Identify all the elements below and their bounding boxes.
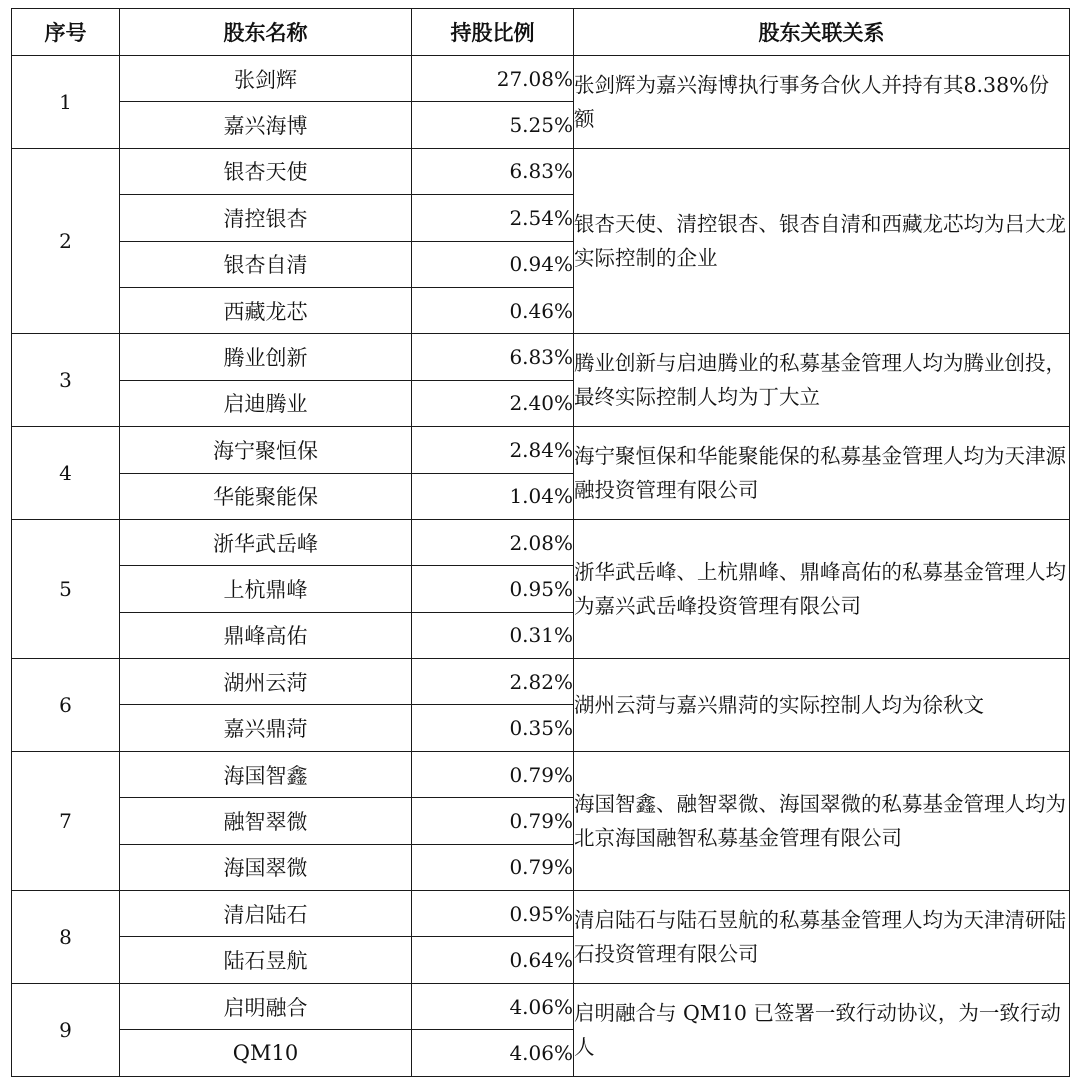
holding-ratio-cell: 4.06% <box>412 1030 574 1076</box>
holder-name-cell: 陆石昱航 <box>120 937 412 983</box>
holding-ratio-cell: 0.31% <box>412 612 574 658</box>
holder-name-cell: 海国翠微 <box>120 844 412 890</box>
header-holder-name: 股东名称 <box>120 9 412 56</box>
table-row <box>12 148 1070 194</box>
holder-name-cell: 华能聚能保 <box>120 473 412 519</box>
holding-ratio-cell: 0.79% <box>412 798 574 844</box>
group-index-cell: 1 <box>12 56 120 149</box>
relation-cell: 海国智鑫、融智翠微、海国翠微的私募基金管理人均为北京海国融智私募基金管理有限公司 <box>574 751 1070 890</box>
relation-cell: 银杏天使、清控银杏、银杏自清和西藏龙芯均为吕大龙实际控制的企业 <box>574 148 1070 334</box>
holder-name-cell: 启明融合 <box>120 983 412 1029</box>
holder-name-cell: 上杭鼎峰 <box>120 566 412 612</box>
holding-ratio-cell: 6.83% <box>412 334 574 380</box>
holder-name-cell: 西藏龙芯 <box>120 287 412 333</box>
table-row <box>12 751 1070 797</box>
holder-name-cell: 清启陆石 <box>120 891 412 937</box>
table-row <box>12 519 1070 565</box>
group-index-cell: 9 <box>12 983 120 1076</box>
holding-ratio-cell: 0.64% <box>412 937 574 983</box>
table-row <box>12 334 1070 380</box>
holder-name-cell: 腾业创新 <box>120 334 412 380</box>
relation-cell: 海宁聚恒保和华能聚能保的私募基金管理人均为天津源融投资管理有限公司 <box>574 427 1070 520</box>
holding-ratio-cell: 2.40% <box>412 380 574 426</box>
group-index-cell: 2 <box>12 148 120 334</box>
holder-name-cell: 湖州云菏 <box>120 659 412 705</box>
table-row <box>12 983 1070 1029</box>
holder-name-cell: 银杏天使 <box>120 148 412 194</box>
holding-ratio-cell: 0.94% <box>412 241 574 287</box>
holding-ratio-cell: 0.46% <box>412 287 574 333</box>
table-header <box>12 9 1070 56</box>
group-index-cell: 6 <box>12 659 120 752</box>
holder-name-cell: 鼎峰高佑 <box>120 612 412 658</box>
holding-ratio-cell: 1.04% <box>412 473 574 519</box>
holding-ratio-cell: 2.08% <box>412 519 574 565</box>
holding-ratio-cell: 27.08% <box>412 56 574 102</box>
holder-name-cell: 清控银杏 <box>120 195 412 241</box>
group-index-cell: 7 <box>12 751 120 890</box>
relation-cell: 湖州云菏与嘉兴鼎菏的实际控制人均为徐秋文 <box>574 659 1070 752</box>
holder-name-cell: 海国智鑫 <box>120 751 412 797</box>
relation-cell: 腾业创新与启迪腾业的私募基金管理人均为腾业创投，最终实际控制人均为丁大立 <box>574 334 1070 427</box>
header-index: 序号 <box>12 9 120 56</box>
header-holding-ratio: 持股比例 <box>412 9 574 56</box>
holding-ratio-cell: 4.06% <box>412 983 574 1029</box>
table-row <box>12 659 1070 705</box>
holder-name-cell: 浙华武岳峰 <box>120 519 412 565</box>
table-row <box>12 427 1070 473</box>
holding-ratio-cell: 0.95% <box>412 566 574 612</box>
holding-ratio-cell: 5.25% <box>412 102 574 148</box>
table-row <box>12 56 1070 102</box>
holder-name-cell: 启迪腾业 <box>120 380 412 426</box>
group-index-cell: 8 <box>12 891 120 984</box>
shareholder-relation-table <box>11 8 1070 1077</box>
holding-ratio-cell: 2.54% <box>412 195 574 241</box>
holding-ratio-cell: 6.83% <box>412 148 574 194</box>
table-body <box>12 56 1070 1077</box>
holder-name-cell: 海宁聚恒保 <box>120 427 412 473</box>
holding-ratio-cell: 2.82% <box>412 659 574 705</box>
holder-name-cell: 银杏自清 <box>120 241 412 287</box>
header-row <box>12 9 1070 56</box>
relation-cell: 浙华武岳峰、上杭鼎峰、鼎峰高佑的私募基金管理人均为嘉兴武岳峰投资管理有限公司 <box>574 519 1070 658</box>
header-relation: 股东关联关系 <box>574 9 1070 56</box>
holder-name-cell: 张剑辉 <box>120 56 412 102</box>
relation-cell: 启明融合与 QM10 已签署一致行动协议，为一致行动人 <box>574 983 1070 1076</box>
table-row <box>12 891 1070 937</box>
group-index-cell: 5 <box>12 519 120 658</box>
holding-ratio-cell: 2.84% <box>412 427 574 473</box>
holding-ratio-cell: 0.35% <box>412 705 574 751</box>
holding-ratio-cell: 0.95% <box>412 891 574 937</box>
holder-name-cell: QM10 <box>120 1030 412 1076</box>
relation-cell: 清启陆石与陆石昱航的私募基金管理人均为天津清研陆石投资管理有限公司 <box>574 891 1070 984</box>
relation-cell: 张剑辉为嘉兴海博执行事务合伙人并持有其8.38%份额 <box>574 56 1070 149</box>
holder-name-cell: 融智翠微 <box>120 798 412 844</box>
holding-ratio-cell: 0.79% <box>412 844 574 890</box>
group-index-cell: 4 <box>12 427 120 520</box>
holder-name-cell: 嘉兴鼎菏 <box>120 705 412 751</box>
group-index-cell: 3 <box>12 334 120 427</box>
holding-ratio-cell: 0.79% <box>412 751 574 797</box>
holder-name-cell: 嘉兴海博 <box>120 102 412 148</box>
